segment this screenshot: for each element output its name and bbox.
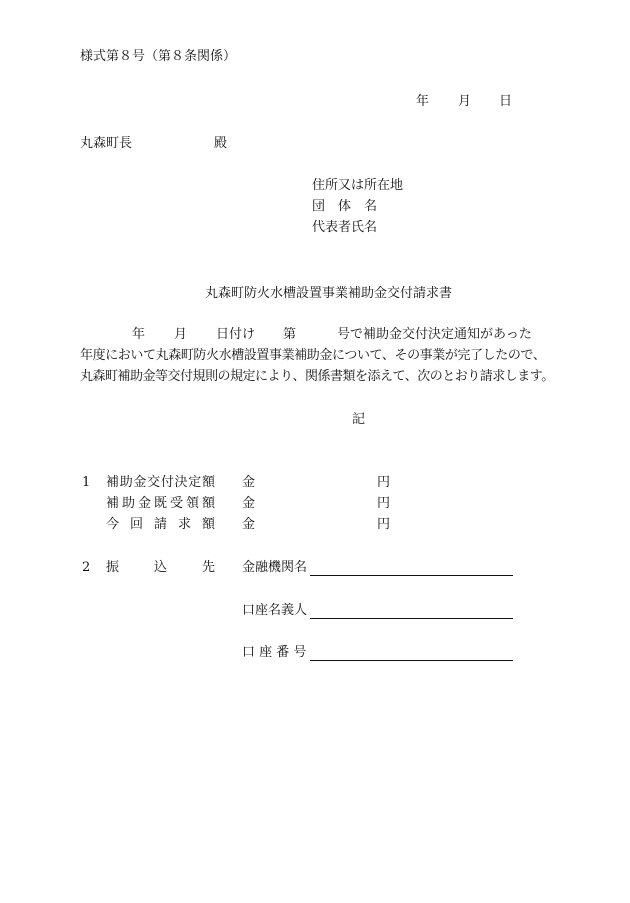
item-en: 円 — [377, 496, 391, 511]
bank-name-field[interactable] — [310, 575, 513, 576]
transfer-label-char: 振 — [106, 560, 120, 575]
body-line1-day: 日付け — [216, 327, 256, 342]
body-line1-rest: 号で補助金交付決定通知があった — [337, 327, 532, 342]
ki-heading: 記 — [352, 412, 366, 427]
account-number-field[interactable] — [310, 660, 513, 661]
item-kin: 金 — [242, 475, 256, 490]
date-day-label: 日 — [499, 94, 513, 109]
addressee-honorific: 殿 — [214, 136, 228, 151]
body-line3: 丸森町補助金等交付規則の規定により、関係書類を添えて、次のとおり請求します。 — [80, 369, 554, 384]
applicant-representative-label: 代表者氏名 — [312, 220, 378, 235]
body-line2: 年度において丸森町防火水槽設置事業補助金について、その事業が完了したので、 — [80, 348, 546, 363]
document-title: 丸森町防火水槽設置事業補助金交付請求書 — [205, 286, 453, 301]
item-en: 円 — [377, 475, 391, 490]
applicant-organization-label: 団 体 名 — [312, 199, 378, 214]
account-number-label: 口 座 番 号 — [242, 645, 307, 660]
bank-name-label: 金融機関名 — [242, 560, 308, 575]
transfer-number: 2 — [82, 560, 91, 575]
addressee-name: 丸森町長 — [80, 136, 133, 151]
transfer-label-char: 先 — [202, 560, 216, 575]
account-holder-field[interactable] — [310, 618, 513, 619]
item-number: 1 — [82, 475, 91, 490]
date-year-label: 年 — [416, 94, 430, 109]
item-label: 今回請求額 — [106, 517, 215, 532]
body-line1-dai: 第 — [283, 327, 297, 342]
item-en: 円 — [377, 517, 391, 532]
body-line1-month: 月 — [174, 327, 188, 342]
form-number: 様式第８号（第８条関係） — [80, 49, 237, 64]
transfer-label-char: 込 — [154, 560, 168, 575]
item-kin: 金 — [242, 517, 256, 532]
applicant-address-label: 住所又は所在地 — [312, 178, 404, 193]
item-kin: 金 — [242, 496, 256, 511]
item-label: 補助金既受領額 — [106, 496, 215, 511]
date-month-label: 月 — [458, 94, 472, 109]
account-holder-label: 口座名義人 — [242, 603, 308, 618]
body-line1-year: 年 — [132, 327, 146, 342]
item-label: 補助金交付決定額 — [106, 475, 215, 490]
